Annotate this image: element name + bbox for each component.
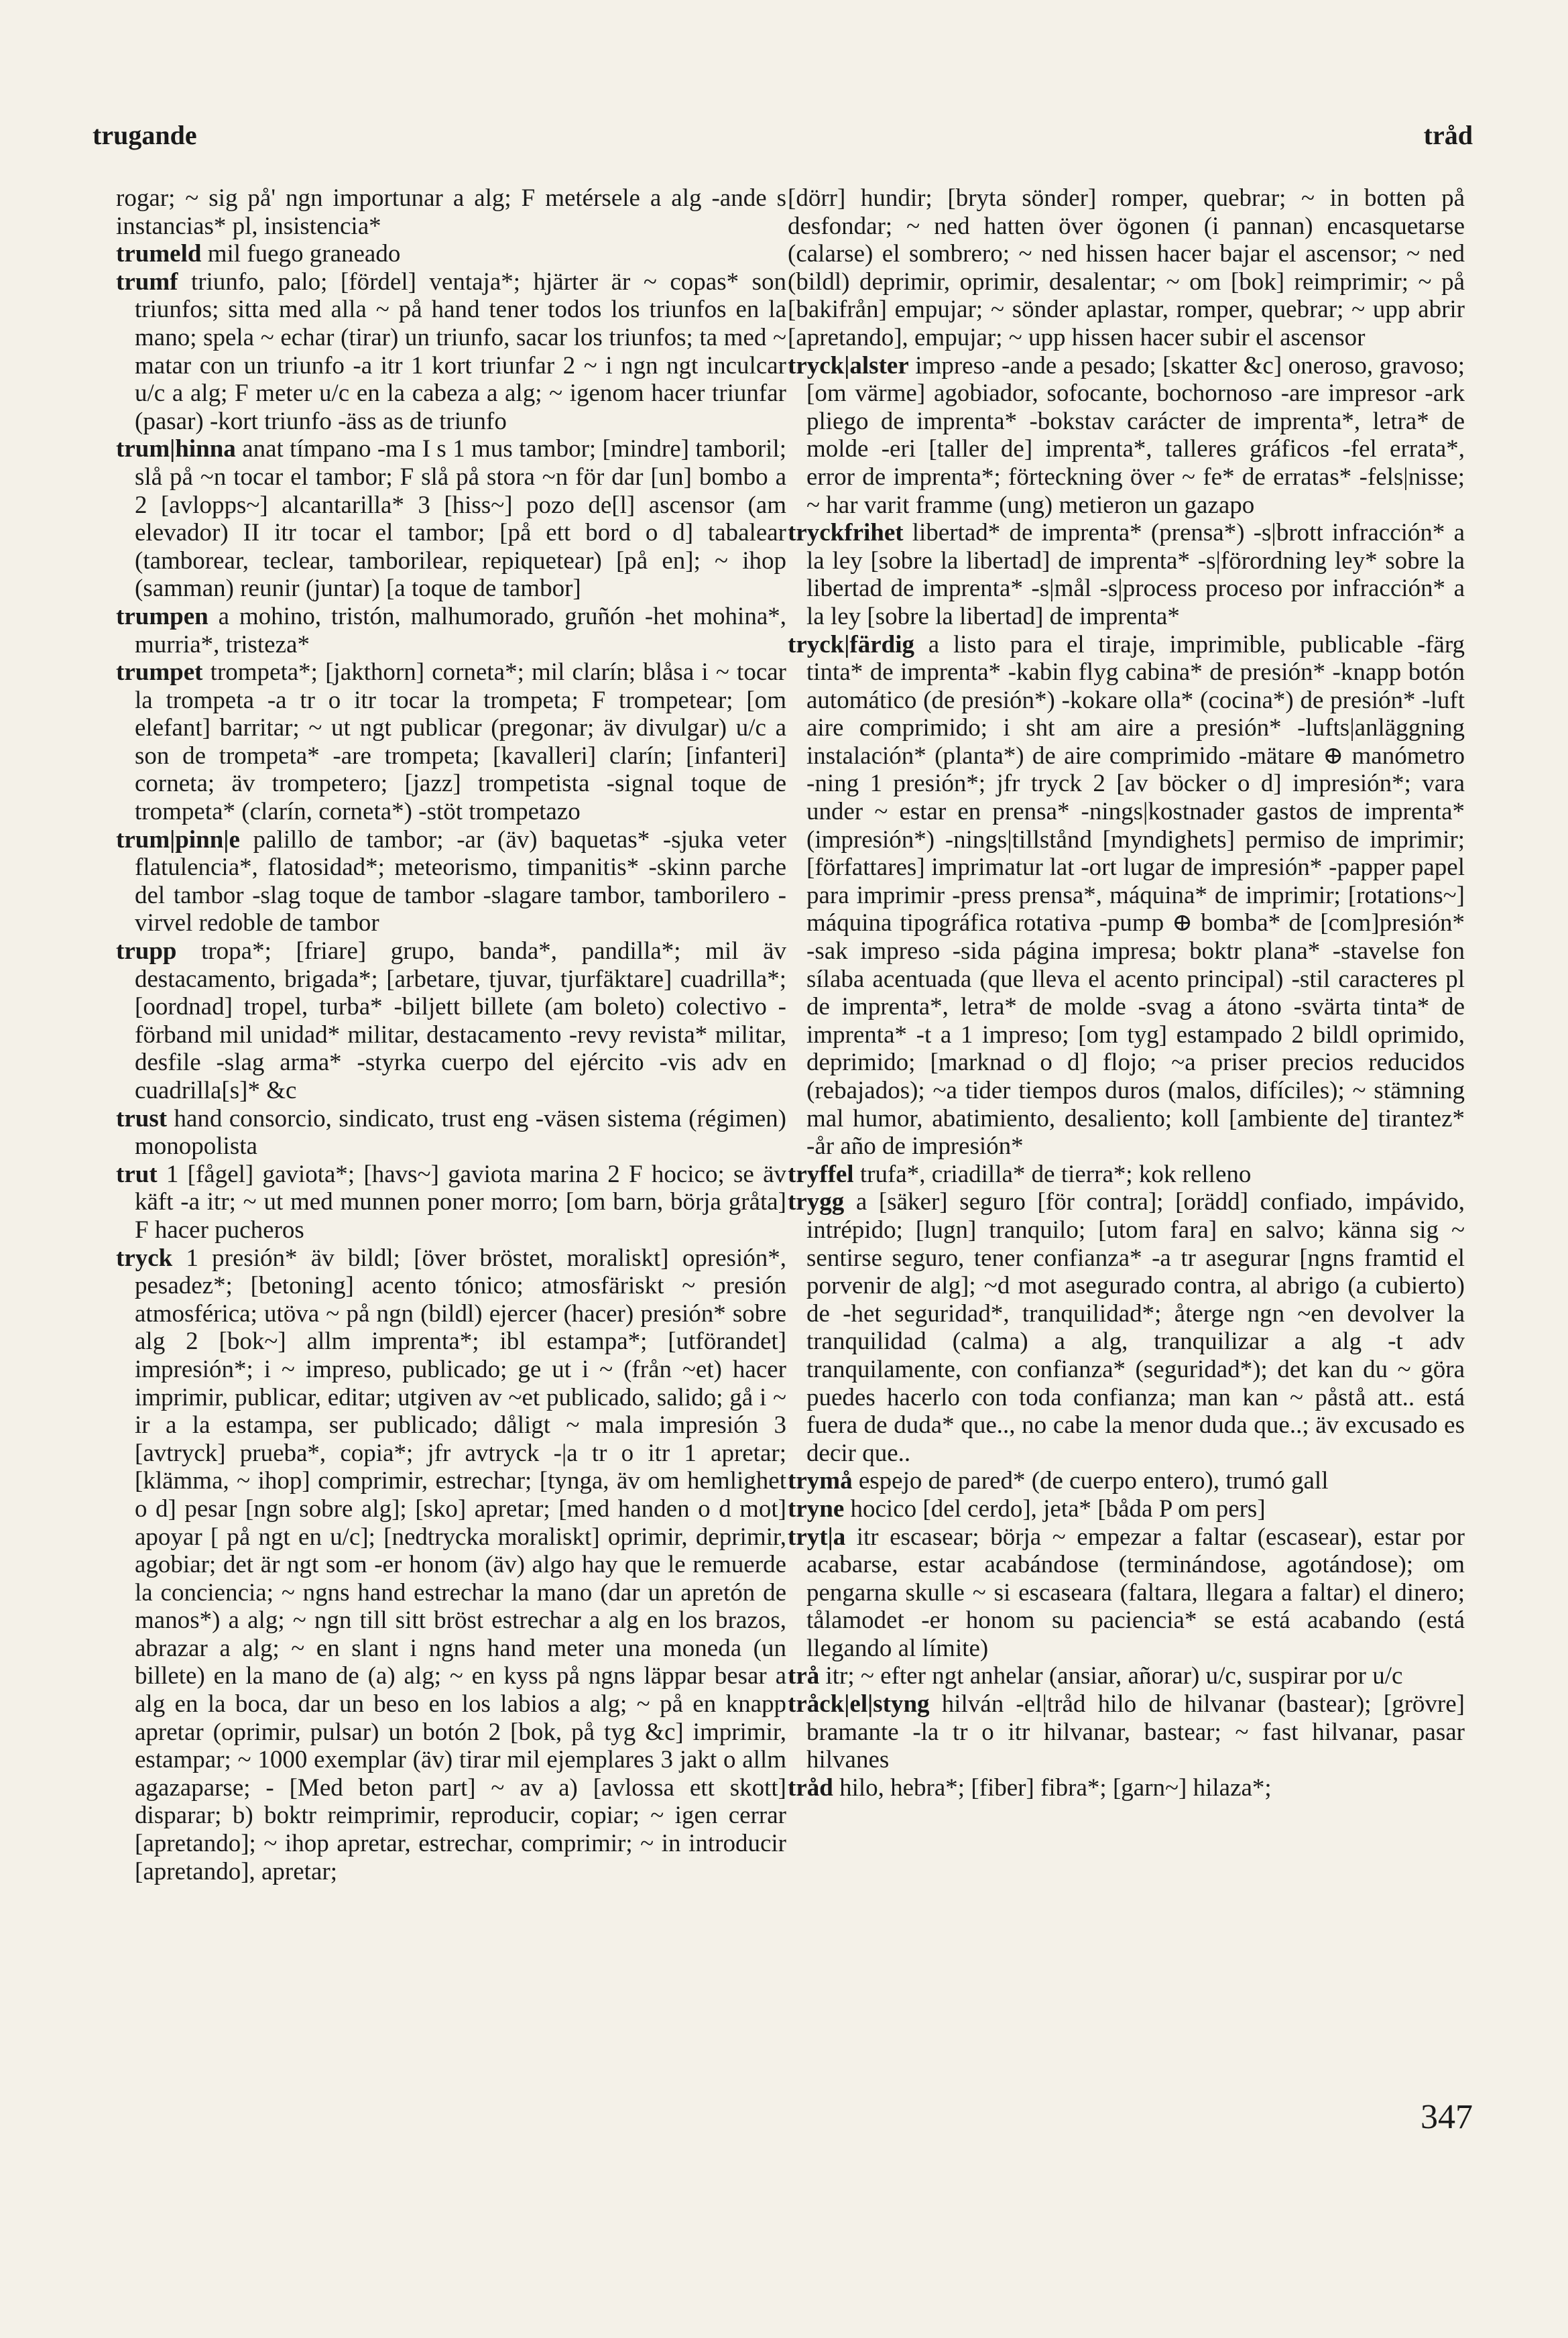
entry-definition: libertad* de imprenta* (prensa*) -s|brott infracción* a la ley [sobre la libertad] de imprenta* -s|förordning ley* sobre la libertad de imprenta* -s|mål -s|process proceso por infracción* a la ley [sobre la libertad] de imprenta*	[806, 519, 1465, 630]
entry-definition: hilo, hebra*; [fiber] fibra*; [garn~] hilaza*;	[839, 1773, 1272, 1802]
entry-definition: 1 [fågel] gaviota*; [havs~] gaviota marina 2 F hocico; se äv käft -a itr; ~ ut med munnen poner morro; [om barn, börja gråta] F hacer pucheros	[135, 1160, 786, 1244]
dictionary-entry	[788, 1662, 1465, 1690]
page-number: 347	[1421, 2098, 1473, 2136]
entry-headword: tryt|a	[788, 1523, 846, 1551]
entry-definition: rogar; ~ sig på' ngn importunar a alg; F metérsele a alg -ande s instancias* pl, insistencia*	[116, 184, 786, 240]
dictionary-entry	[116, 240, 786, 268]
entry-headword: tryne	[788, 1495, 845, 1523]
entry-headword: trum|hinna	[116, 435, 236, 463]
entry-definition: a listo para el tiraje, imprimible, publicable -färg tinta* de imprenta* -kabin flyg cabina* de presión* -knapp botón automático (de presión*) -kokare olla* (cocina*) de presión* -luft aire comprimido; i sht am aire a presión* -lufts|anläggning instalación* (planta*) de aire comprimido -mätare ⊕ manómetro -ning 1 presión*; jfr tryck 2 [av böcker o d] impresión*; vara under ~ estar en prensa* -nings|kostnader gastos de imprenta* (impresión*) -nings|tillstånd [myndighets] permiso de imprimir; [författares] imprimatur lat -ort lugar de impresión* -papper papel para imprimir -press prensa*, máquina* de imprimir; [rotations~] máquina tipográfica rotativa -pump ⊕ bomba* de [com]presión* -sak impreso -sida página impresa; boktr plana* -stavelse fon sílaba acentuada (que lleva el acento principal) -stil caracteres pl de imprenta*, letra* de molde -svag a átono -svärta tinta* de imprenta* -t a 1 impreso; [om tyg] estampado 2 bildl oprimido, deprimido; [marknad o d] flojo; ~a priser precios reducidos (rebajados); ~a tider tiempos duros (malos, difíciles); ~ stämning mal humor, abatimiento, desaliento; koll [ambiente de] tirantez* -år año de impresión*	[806, 630, 1465, 1161]
dictionary-entry	[116, 435, 786, 603]
running-head-right: tråd	[1423, 120, 1473, 150]
dictionary-entry	[788, 631, 1465, 1161]
entry-definition: trufa*, criadilla* de tierra*; kok relleno	[859, 1160, 1252, 1188]
entry-definition: mil fuego graneado	[207, 240, 401, 268]
dictionary-entry	[116, 937, 786, 1105]
entry-headword: trumf	[116, 268, 178, 296]
entry-headword: trå	[788, 1662, 820, 1690]
entry-headword: tryck|alster	[788, 351, 909, 379]
dictionary-entry	[116, 1244, 786, 1886]
dictionary-entry	[788, 352, 1465, 520]
entry-headword: trumeld	[116, 240, 202, 268]
dictionary-entry	[788, 1161, 1465, 1189]
entry-headword: tryffel	[788, 1160, 854, 1188]
entry-definition: a [säker] seguro [för contra]; [orädd] confiado, impávido, intrépido; [lugn] tranquilo; [utom fara] en salvo; känna sig ~ sentirse seguro, tener confianza* -a tr asegurar [ngns framtid el porvenir de alg]; ~d mot asegurado contra, al abrigo (a cubierto) de -het seguridad*, tranquilidad*; återge ngn ~en devolver la tranquilidad (calma) a alg, tranquilizar a alg -t adv tranquilamente, con confianza* (seguridad*); det kan du ~ göra puedes hacerlo con toda confianza; man kan ~ påstå att.. está fuera de duda* que.., no cabe la menor duda que..; äv excusado es decir que..	[806, 1188, 1465, 1467]
entry-definition: impreso -ande a pesado; [skatter &c] oneroso, gravoso; [om värme] agobiador, sofocante, bochornoso -are impresor -ark pliego de imprenta* -bokstav carácter de imprenta*, letra* de molde -eri [taller de] imprenta*, talleres gráficos -fel errata*, error de imprenta*; förteckning över ~ fe* de erratas* -fels|nisse; ~ har varit framme (ung) metieron un gazapo	[806, 351, 1465, 519]
dictionary-entry	[788, 1467, 1465, 1495]
entry-definition: hocico [del cerdo], jeta* [båda P om pers]	[850, 1495, 1266, 1523]
entry-definition: a mohino, tristón, malhumorado, gruñón -het mohina*, murria*, tristeza*	[135, 602, 786, 658]
dictionary-entry	[116, 603, 786, 658]
dictionary-entry	[788, 519, 1465, 630]
entry-headword: trumpet	[116, 658, 203, 687]
dictionary-entry	[116, 826, 786, 937]
entry-definition: itr; ~ efter ngt anhelar (ansiar, añorar) u/c, suspirar por u/c	[825, 1662, 1403, 1690]
entry-headword: trupp	[116, 937, 177, 966]
running-head-left: trugande	[93, 120, 197, 150]
dictionary-entry	[788, 184, 1465, 352]
entry-headword: trymå	[788, 1467, 853, 1495]
entry-definition: triunfo, palo; [fördel] ventaja*; hjärter är ~ copas* son triunfos; sitta med alla ~ på hand tener todos los triunfos en la mano; spela ~ echar (tirar) un triunfo, sacar los triunfos; ta med ~ matar con un triunfo -a itr 1 kort triunfar 2 ~ i ngn ngt inculcar u/c a alg; F meter u/c en la cabeza a alg; ~ igenom hacer triunfar (pasar) -kort triunfo -äss as de triunfo	[135, 268, 786, 435]
right-column	[788, 184, 1465, 2169]
dictionary-entry	[116, 1161, 786, 1244]
entry-headword: trum|pinn|e	[116, 825, 240, 854]
dictionary-entry	[116, 1105, 786, 1161]
entry-definition: espejo de pared* (de cuerpo entero), trumó gall	[858, 1467, 1329, 1495]
dictionary-entry	[788, 1188, 1465, 1467]
entry-definition: 1 presión* äv bildl; [över bröstet, moraliskt] opresión*, pesadez*; [betoning] acento tónico; atmosfäriskt ~ presión atmosférica; utöva ~ på ngn (bildl) ejercer (hacer) presión* sobre alg 2 [bok~] allm imprenta*; ibl estampa*; [utförandet] impresión*; i ~ impreso, publicado; ge ut i ~ (från ~et) hacer imprimir, publicar, editar; utgiven av ~et publicado, salido; gå i ~ ir a la estampa, ser publicado; dåligt ~ mala impresión 3 [avtryck] prueba*, copia*; jfr avtryck -|a tr o itr 1 apretar; [klämma, ~ ihop] comprimir, estrechar; [tynga, äv om hemlighet o d] pesar [ngn sobre alg]; [sko] apretar; [med handen o d mot] apoyar [ på ngt en u/c]; [nedtrycka moraliskt] oprimir, deprimir, agobiar; det är ngt som -er honom (äv) algo hay que le remuerde la conciencia; ~ ngns hand estrechar la mano (dar un apretón de manos*) a alg; ~ ngn till sitt bröst estrechar a alg en los brazos, abrazar a alg; ~ en slant i ngns hand meter una moneda (un billete) en la mano de (a) alg; ~ en kyss på ngns läppar besar a alg en la boca, dar un beso en los labios a alg; ~ på en knapp apretar (oprimir, pulsar) un botón 2 [bok, på tyg &c] imprimir, estampar; ~ 1000 exemplar (äv) tirar mil ejemplares 3 jakt o allm agazaparse; - [Med beton part] ~ av a) [avlossa ett skott] disparar; b) boktr reimprimir, reproducir, copiar; ~ igen cerrar [apretando]; ~ ihop apretar, estrechar, comprimir; ~ in introducir [apretando], apretar;	[135, 1244, 786, 1885]
entry-headword: trut	[116, 1160, 158, 1188]
entry-headword: trust	[116, 1104, 168, 1132]
dictionary-entry	[116, 184, 786, 240]
entry-definition: anat tímpano -ma I s 1 mus tambor; [mindre] tamboril; slå på ~n tocar el tambor; F slå på stora ~n för dar [un] bombo a 2 [avlopps~] alcantarilla* 3 [hiss~] pozo de[l] ascensor (am elevador) II itr tocar el tambor; [på ett bord o d] tabalear (tamborear, teclear, tamborilear, repiquetear) [på en]; ~ ihop (samman) reunir (juntar) [a toque de tambor]	[135, 435, 786, 603]
entry-headword: trumpen	[116, 602, 208, 630]
entry-headword: tryck	[116, 1244, 173, 1272]
dictionary-entry	[788, 1774, 1465, 1802]
entry-headword: trygg	[788, 1188, 845, 1216]
dictionary-entry	[116, 658, 786, 826]
dictionary-entry	[788, 1523, 1465, 1663]
entry-definition: trompeta*; [jakthorn] corneta*; mil clarín; blåsa i ~ tocar la trompeta -a tr o itr tocar la trompeta; F trompetear; [om elefant] barritar; ~ ut ngt publicar (pregonar; äv divulgar) u/c a son de trompeta* -are trompeta; [kavalleri] clarín; [infanteri] corneta; äv trompetero; [jazz] trompetista -signal toque de trompeta* (clarín, corneta*) -stöt trompetazo	[135, 658, 786, 826]
left-column	[116, 184, 786, 2169]
entry-headword: tråck|el|styng	[788, 1690, 930, 1718]
entry-definition: [dörr] hundir; [bryta sönder] romper, quebrar; ~ in botten på desfondar; ~ ned hatten över ögonen (i pannan) encasquetarse (calarse) el sombrero; ~ ned hissen hacer bajar el ascensor; ~ ned (bildl) deprimir, oprimir, desalentar; ~ om [bok] reimprimir; ~ på [bakifrån] empujar; ~ sönder aplastar, romper, quebrar; ~ upp abrir [apretando], empujar; ~ upp hissen hacer subir el ascensor	[788, 184, 1465, 351]
entry-definition: itr escasear; börja ~ empezar a faltar (escasear), estar por acabarse, estar acabándose (terminándose, agotándose); om pengarna skulle ~ si escaseara (faltara, llegara a faltar) el dinero; tålamodet -er honom su paciencia* se está acabando (está llegando al límite)	[806, 1523, 1465, 1662]
entry-headword: tryckfrihet	[788, 519, 904, 547]
entry-definition: hand consorcio, sindicato, trust eng -väsen sistema (régimen) monopolista	[135, 1104, 786, 1161]
entry-definition: tropa*; [friare] grupo, banda*, pandilla*; mil äv destacamento, brigada*; [arbetare, tjuvar, tjurfäktare] cuadrilla*; [oordnad] tropel, turba* -biljett billete (am boleto) colectivo -förband mil unidad* militar, destacamento -revy revista* militar, desfile -slag arma* -styrka cuerpo del ejército -vis adv en cuadrilla[s]* &c	[135, 937, 786, 1104]
entry-definition: hilván -el|tråd hilo de hilvanar (bastear); [grövre] bramante -la tr o itr hilvanar, bastear; ~ fast hilvanar, pasar hilvanes	[806, 1690, 1465, 1774]
entry-headword: tryck|färdig	[788, 630, 914, 658]
dictionary-entry	[116, 268, 786, 436]
dictionary-entry	[788, 1495, 1465, 1523]
entry-headword: tråd	[788, 1773, 833, 1802]
dictionary-entry	[788, 1690, 1465, 1774]
entry-definition: palillo de tambor; -ar (äv) baquetas* -sjuka veter flatulencia*, flatosidad*; meteorismo, timpanitis* -skinn parche del tambor -slag toque de tambor -slagare tambor, tamborilero -virvel redoble de tambor	[135, 825, 786, 937]
